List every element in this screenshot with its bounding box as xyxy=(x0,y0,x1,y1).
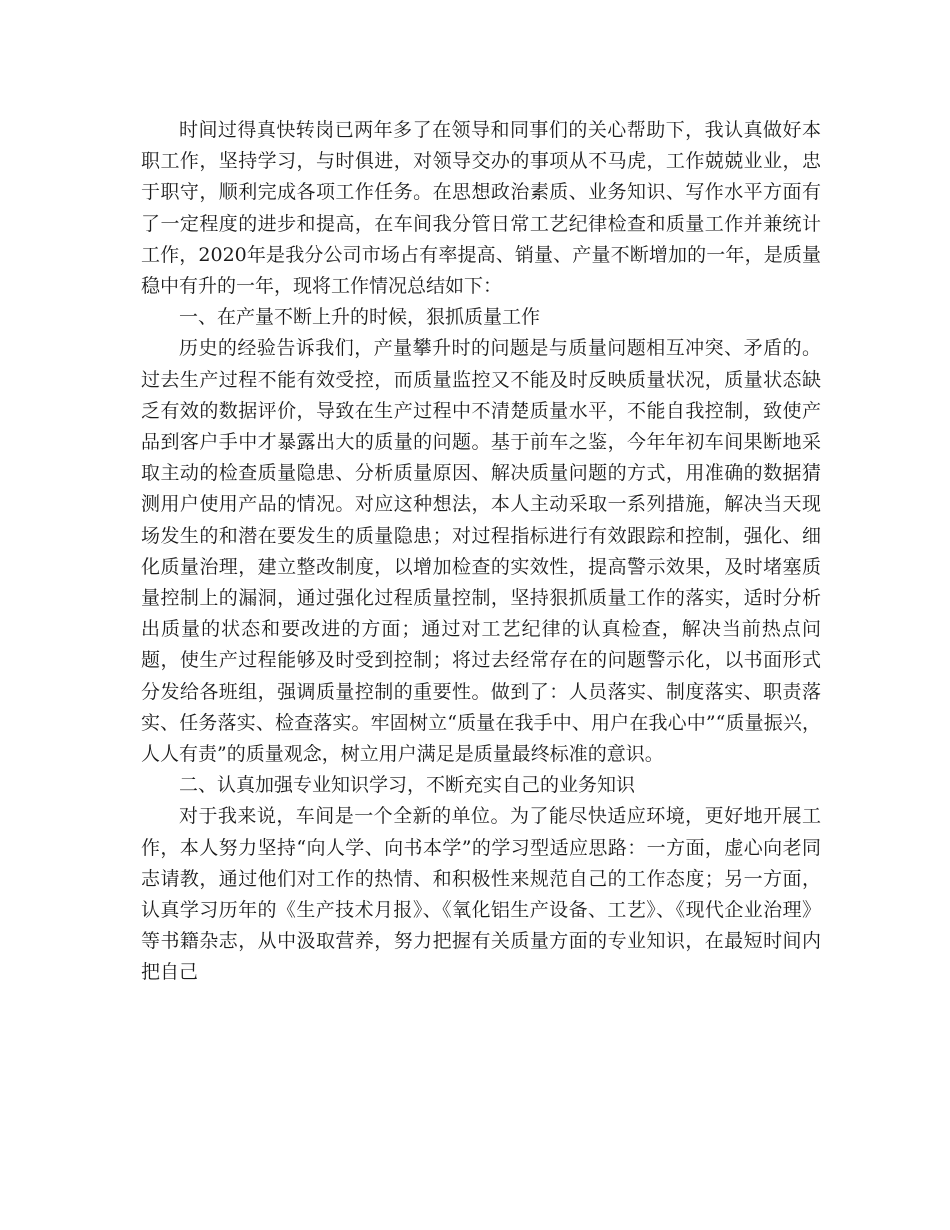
paragraph-quality-work: 历史的经验告诉我们，产量攀升时的问题是与质量问题相互冲突、矛盾的。过去生产过程不能有效受控，而质量监控又不能及时反映质量状况，质量状态缺乏有效的数据评价，导致在生产过程中不清楚质量水平，不能自我控制，致使产品到客户手中才暴露出大的质量的问题。基于前车之鉴，今年年初车间果断地采取主动的检查质量隐患、分析质量原因、解决质量问题的方式，用准确的数据猜测用户使用产品的情况。对应这种想法，本人主动采取一系列措施，解决当天现场发生的和潜在要发生的质量隐患；对过程指标进行有效跟踪和控制，强化、细化质量治理，建立整改制度，以增加检查的实效性，提高警示效果，及时堵塞质量控制上的漏洞，通过强化过程质量控制，坚持狠抓质量工作的落实，适时分析出质量的状态和要改进的方面；通过对工艺纪律的认真检查，解决当前热点问题，使生产过程能够及时受到控制；将过去经常存在的问题警示化，以书面形式分发给各班组，强调质量控制的重要性。做到了：人员落实、制度落实、职责落实、任务落实、检查落实。牢固树立“质量在我手中、用户在我心中”“质量振兴，人人有责”的质量观念，树立用户满足是质量最终标准的意识。 xyxy=(141,337,821,766)
section-heading-2: 二、认真加强专业知识学习，不断充实自己的业务知识 xyxy=(179,774,636,797)
paragraph-intro: 时间过得真快转岗已两年多了在领导和同事们的关心帮助下，我认真做好本职工作，坚持学习，与时俱进，对领导交办的事项从不马虎，工作兢兢业业，忠于职守，顺利完成各项工作任务。在思想政治素质、业务知识、写作水平方面有了一定程度的进步和提高，在车间我分管日常工艺纪律检查和质量工作并兼统计工作，2020年是我分公司市场占有率提高、销量、产量不断增加的一年，是质量稳中有升的一年，现将工作情况总结如下： xyxy=(141,119,821,298)
section-heading-1: 一、在产量不断上升的时候，狠抓质量工作 xyxy=(179,306,541,329)
paragraph-professional-study: 对于我来说，车间是一个全新的单位。为了能尽快适应环境，更好地开展工作，本人努力坚持“向人学、向书本学”的学习型适应思路：一方面，虚心向老同志请教，通过他们对工作的热情、和积极性来规范自己的工作态度；另一方面，认真学习历年的《生产技术月报》、《氧化铝生产设备、工艺》、《现代企业治理》等书籍杂志，从中汲取营养，努力把握有关质量方面的专业知识，在最短时间内把自己 xyxy=(141,805,821,984)
document-body xyxy=(141,115,821,989)
